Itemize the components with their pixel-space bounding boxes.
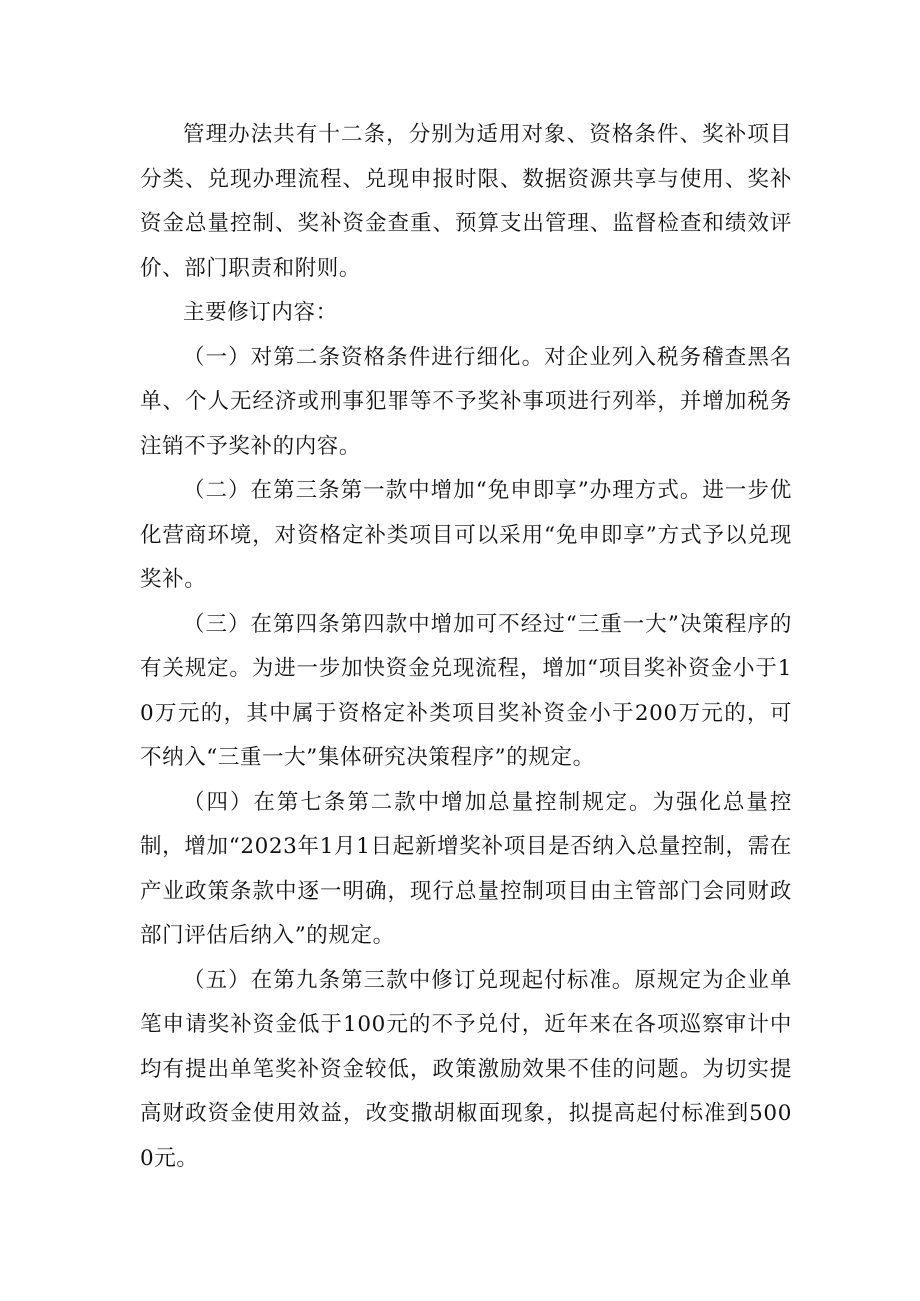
paragraph-overview: 管理办法共有十二条，分别为适用对象、资格条件、奖补项目分类、兑现办理流程、兑现申报时限、数据资源共享与使用、奖补资金总量控制、奖补资金查重、预算支出管理、监督检查和绩效评价、部门职责和附则。: [140, 122, 792, 281]
paragraph-revision-3: （三）在第四条第四款中增加可不经过“三重一大”决策程序的有关规定。为进一步加快资金兑现流程，增加“项目奖补资金小于10万元的，其中属于资格定补类项目奖补资金小于200万元的，可不纳入“三重一大”集体研究决策程序”的规定。: [140, 611, 792, 770]
paragraph-revision-2: （二）在第三条第一款中增加“免申即享”办理方式。进一步优化营商环境，对资格定补类项目可以采用“免申即享”方式予以兑现奖补。: [140, 478, 792, 592]
paragraph-revision-1: （一）对第二条资格条件进行细化。对企业列入税务稽查黑名单、个人无经济或刑事犯罪等不予奖补事项进行列举，并增加税务注销不予奖补的内容。: [140, 344, 792, 459]
paragraph-revision-5: （五）在第九条第三款中修订兑现起付标准。原规定为企业单笔申请奖补资金低于100元的不予兑付，近年来在各项巡察审计中均有提出单笔奖补资金较低，政策激励效果不佳的问题。为切实提高财政资金使用效益，改变撒胡椒面现象，拟提高起付标准到5000元。: [140, 967, 792, 1171]
paragraph-revision-4: （四）在第七条第二款中增加总量控制规定。为强化总量控制，增加“2023年1月1日起新增奖补项目是否纳入总量控制，需在产业政策条款中逐一明确，现行总量控制项目由主管部门会同财政部门评估后纳入”的规定。: [140, 789, 792, 948]
paragraph-revision-heading: 主要修订内容：: [183, 300, 338, 325]
